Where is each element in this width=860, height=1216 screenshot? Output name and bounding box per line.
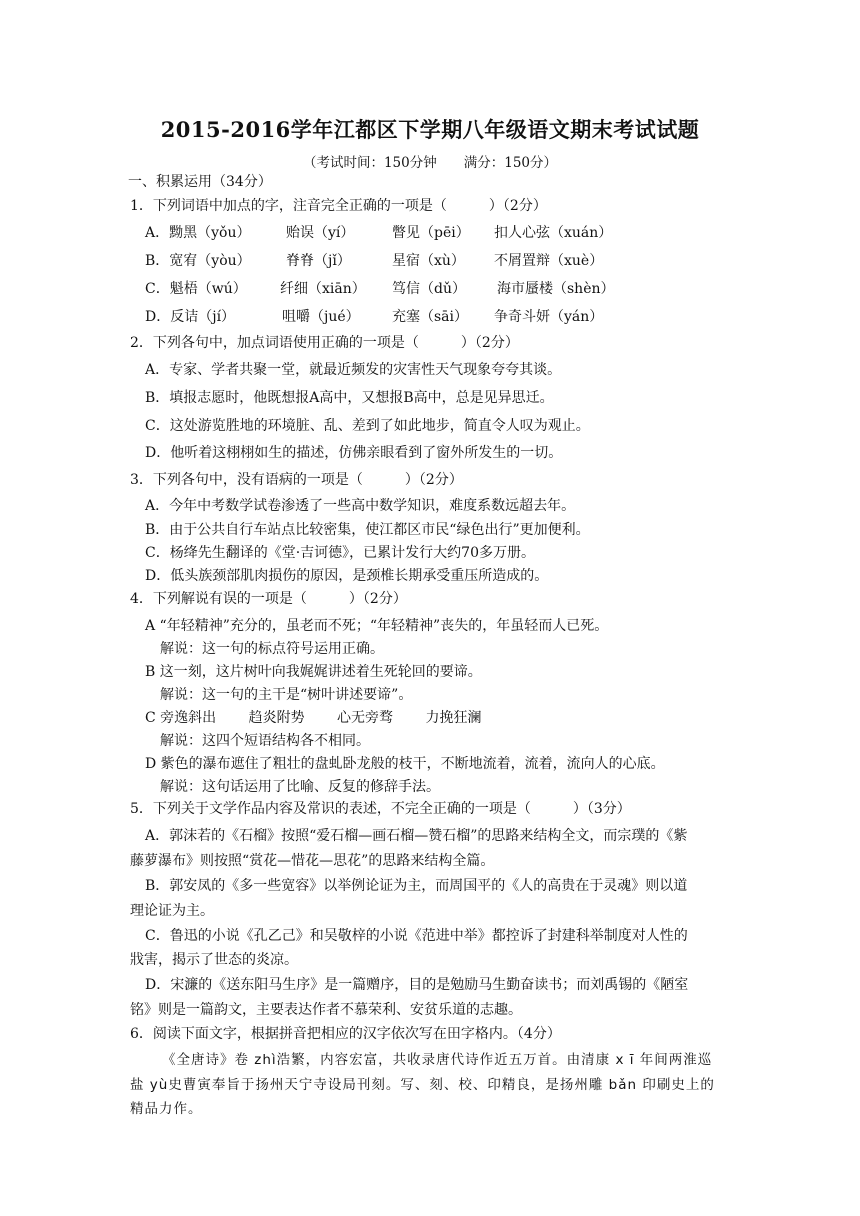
q6-passage-line2: 盐 yù史曹寅奉旨于扬州天宁寺设局刊刻。写、刻、校、印精良，是扬州雕 bǎn 印刷史上的 — [130, 1077, 715, 1093]
q1-d-4: 争奇斗妍（yán） — [494, 309, 604, 325]
q1-d-2: 咀嚼（jué） — [282, 309, 360, 325]
q4-option-a: A “年轻精神”充分的，虽老而不死；“年轻精神”丧失的，年虽轻而人已死。 — [145, 618, 609, 634]
q3-option-b: B．由于公共自行车站点比较密集，使江都区市民“绿色出行”更加便利。 — [145, 522, 590, 538]
q5-option-a-line2: 藤萝瀑布》则按照“赏花—惜花—思花”的思路来结构全篇。 — [130, 853, 495, 869]
q1-b-4: 不屑置辩（xuè） — [494, 253, 604, 269]
q5-option-d-line2: 铭》则是一篇韵文，主要表达作者不慕荣利、安贫乐道的志趣。 — [130, 1002, 522, 1018]
q4-option-c: C 旁逸斜出 趋炎附势 心无旁骛 力挽狂澜 — [145, 710, 482, 726]
q5-option-d-line1: D．宋濂的《送东阳马生序》是一篇赠序，目的是勉励马生勤奋读书；而刘禹锡的《陋室 — [145, 977, 689, 993]
q1-b-3: 星宿（xù） — [392, 253, 465, 269]
exam-title: 2015-2016学年江都区下学期八年级语文期末考试试题 — [160, 117, 700, 142]
q1-a-1: A．黝黑（yǒu） — [145, 225, 251, 241]
q5-option-b-line1: B．郭安凤的《多一些宽容》以举例论证为主，而周国平的《人的高贵在于灵魂》则以道 — [145, 878, 688, 894]
exam-subtitle: （考试时间：150分钟 满分：150分） — [302, 155, 558, 171]
q1-c-1: C．魁梧（wú） — [145, 281, 247, 297]
q6-passage-line1: 《全唐诗》卷 zhì浩繁，内容宏富，共收录唐代诗作近五万首。由清康 x ī 年间两淮巡 — [162, 1052, 713, 1068]
q1-c-4: 海市蜃楼（shèn） — [497, 281, 615, 297]
q3-option-c: C．杨绛先生翻译的《堂·吉诃德》，已累计发行大约70多万册。 — [145, 545, 535, 561]
q4-option-b: B 这一刻，这片树叶向我娓娓讲述着生死轮回的要谛。 — [145, 664, 482, 680]
q4-stem: 4．下列解说有误的一项是（ ）（2分） — [130, 591, 407, 607]
q3-stem: 3．下列各句中，没有语病的一项是（ ）（2分） — [130, 472, 463, 488]
q1-d-1: D．反诘（jí） — [145, 309, 236, 325]
q3-option-d: D．低头族颈部肌肉损伤的原因，是颈椎长期承受重压所造成的。 — [145, 568, 549, 584]
q5-option-c-line2: 戕害，揭示了世态的炎凉。 — [130, 952, 298, 968]
q1-d-3: 充塞（sāi） — [392, 309, 469, 325]
q2-option-c: C．这处游览胜地的环境脏、乱、差到了如此地步，简直令人叹为观止。 — [145, 418, 590, 434]
q1-a-4: 扣人心弦（xuán） — [494, 225, 613, 241]
q1-stem: 1．下列词语中加点的字，注音完全正确的一项是（ ）（2分） — [130, 198, 547, 214]
q1-c-3: 笃信（dǔ） — [392, 281, 466, 297]
q4-explain-a: 解说：这一句的标点符号运用正确。 — [160, 641, 384, 657]
q1-c-2: 纤细（xiān） — [280, 281, 366, 297]
section-heading: 一、积累运用（34分） — [128, 174, 272, 190]
q2-option-d: D．他听着这栩栩如生的描述，仿佛亲眼看到了窗外所发生的一切。 — [145, 445, 563, 461]
q2-option-a: A．专家、学者共聚一堂，就最近频发的灾害性天气现象夸夸其谈。 — [145, 362, 562, 378]
q5-stem: 5．下列关于文学作品内容及常识的表述，不完全正确的一项是（ ）（3分） — [130, 801, 631, 817]
q3-option-a: A．今年中考数学试卷渗透了一些高中数学知识，难度系数远超去年。 — [145, 498, 576, 514]
q4-explain-b: 解说：这一句的主干是“树叶讲述要谛”。 — [160, 687, 413, 703]
q5-option-c-line1: C．鲁迅的小说《孔乙己》和吴敬梓的小说《范进中举》都控诉了封建科举制度对人性的 — [145, 928, 688, 944]
q2-stem: 2．下列各句中，加点词语使用正确的一项是（ ）（2分） — [130, 335, 519, 351]
q6-passage-line3: 精品力作。 — [130, 1101, 203, 1117]
q4-option-d: D 紫色的瀑布遮住了粗壮的盘虬卧龙般的枝干，不断地流着，流着，流向人的心底。 — [145, 756, 665, 772]
q5-option-a-line1: A．郭沫若的《石榴》按照“爱石榴—画石榴—赞石榴”的思路来结构全文，而宗璞的《紫 — [145, 828, 688, 844]
q6-stem: 6．阅读下面文字，根据拼音把相应的汉字依次写在田字格内。（4分） — [130, 1026, 561, 1042]
q1-b-1: B．宽宥（yòu） — [145, 253, 251, 269]
q5-option-b-line2: 理论证为主。 — [130, 903, 214, 919]
q1-a-2: 贻误（yí） — [286, 225, 355, 241]
q4-explain-c: 解说：这四个短语结构各不相同。 — [160, 733, 370, 749]
q1-b-2: 脊脊（jǐ） — [286, 253, 351, 269]
q2-option-b: B．填报志愿时，他既想报A高中，又想报B高中，总是见异思迁。 — [145, 390, 554, 406]
q4-explain-d: 解说：这句话运用了比喻、反复的修辞手法。 — [160, 779, 440, 795]
q1-a-3: 瞥见（pēi） — [392, 225, 470, 241]
